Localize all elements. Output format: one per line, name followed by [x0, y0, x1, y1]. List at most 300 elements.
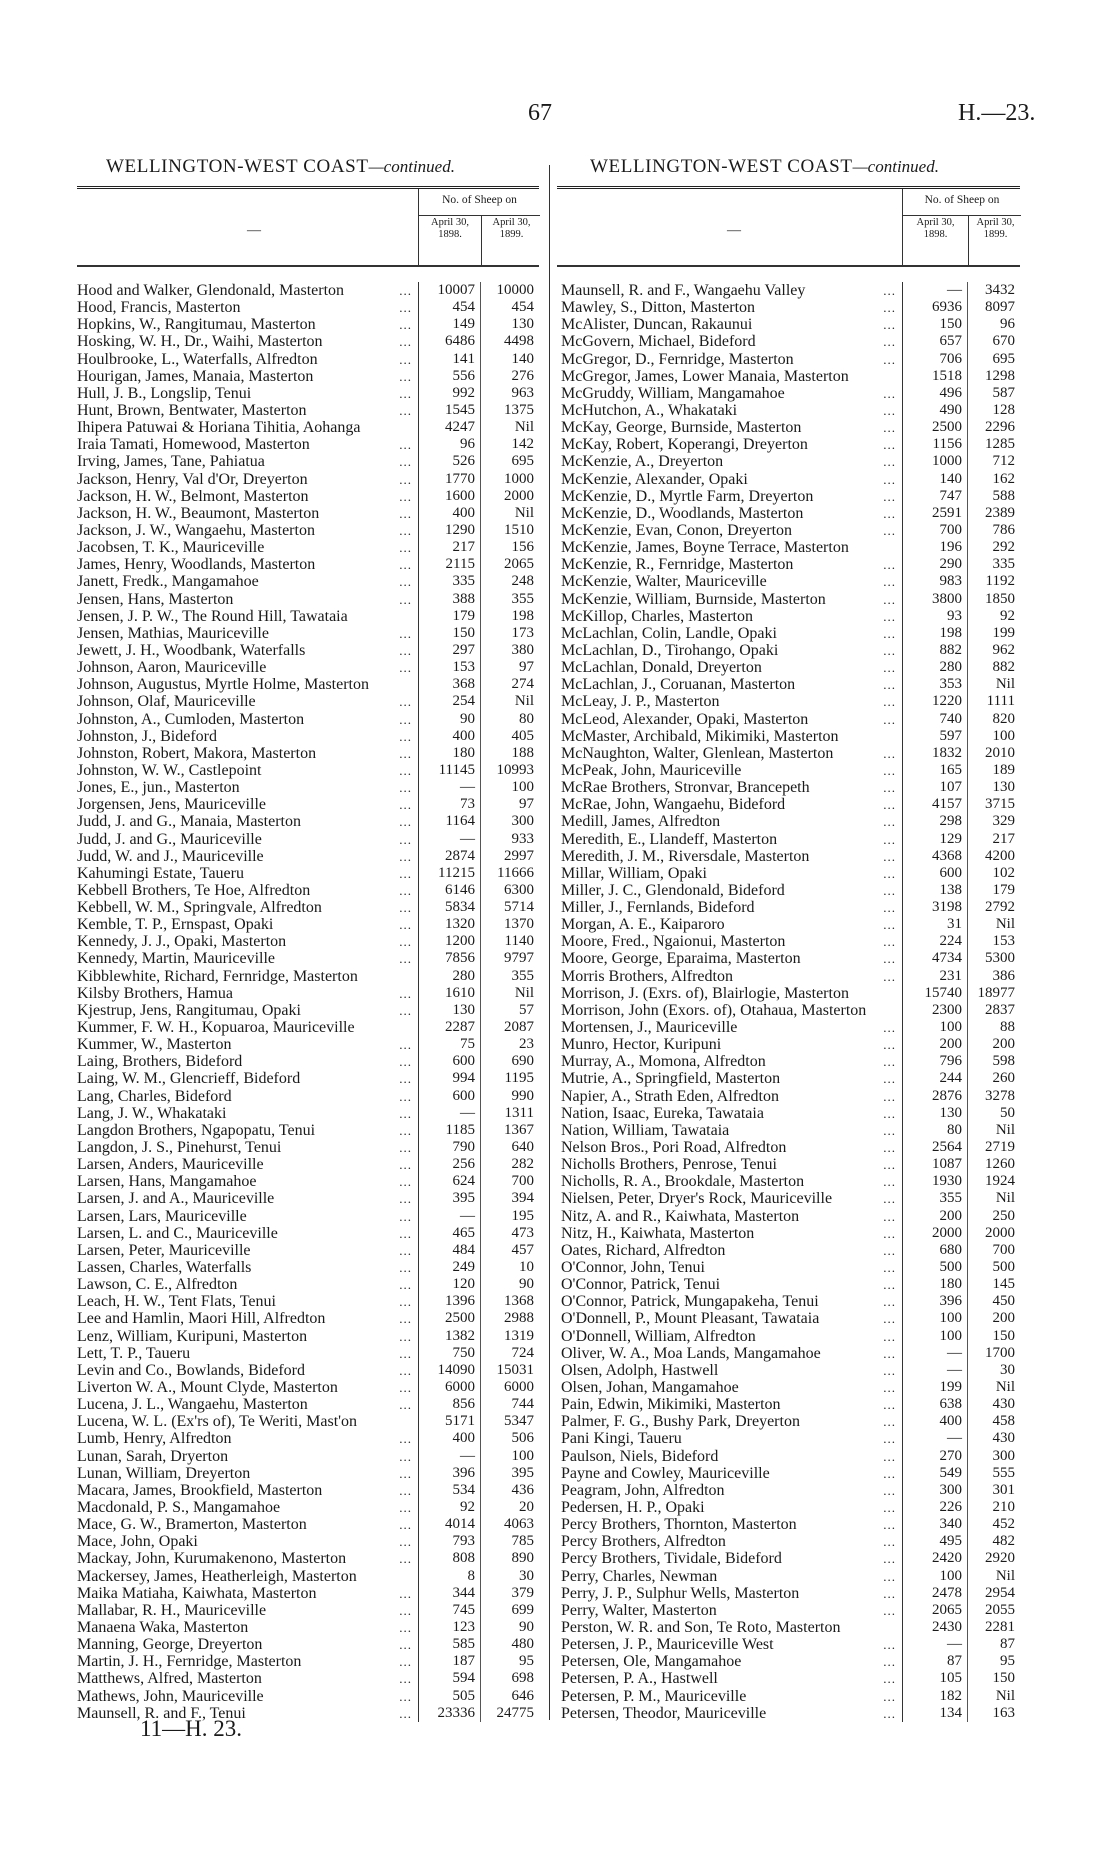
- owner-name: Johnston, Robert, Makora, Masterton: [77, 744, 317, 762]
- sheep-1898-cell: 6486: [418, 333, 480, 350]
- sheep-1898-cell: 150: [902, 316, 967, 333]
- sheep-count-group-header: [418, 189, 540, 265]
- sheep-1898-cell: 1610: [418, 985, 480, 1002]
- dot-leader: ...: [883, 642, 896, 658]
- table-row: [557, 1362, 1020, 1379]
- table-row: [77, 1585, 539, 1602]
- owner-name: Larsen, Hans, Mangamahoe: [77, 1173, 257, 1191]
- sheep-1898-cell: 199: [902, 1379, 967, 1396]
- owner-cell: [77, 1585, 418, 1602]
- dot-leader: ...: [883, 1688, 896, 1704]
- sheep-1898-cell: 180: [418, 745, 480, 762]
- table-row: [77, 316, 539, 333]
- dot-leader: ...: [883, 1208, 896, 1224]
- dot-leader: ...: [399, 900, 412, 916]
- owner-cell: [77, 333, 418, 350]
- sheep-1898-cell: 2287: [418, 1019, 480, 1036]
- sheep-1898-cell: 495: [902, 1533, 967, 1550]
- sheep-1899-cell: 260: [967, 1070, 1020, 1087]
- sheep-1899-cell: 4200: [967, 848, 1020, 865]
- owner-cell: [557, 1105, 902, 1122]
- sheep-1898-cell: 396: [418, 1465, 480, 1482]
- sheep-1898-cell: 10007: [418, 282, 480, 299]
- dot-leader: ...: [883, 283, 896, 298]
- sheep-1898-cell: 107: [902, 779, 967, 796]
- table-row: [77, 1122, 539, 1139]
- dot-leader: ...: [883, 917, 896, 933]
- dot-leader: ...: [399, 1140, 412, 1156]
- dot-leader: ...: [883, 882, 896, 898]
- sheep-1899-cell: 128: [967, 402, 1020, 419]
- sheep-1898-cell: 149: [418, 316, 480, 333]
- owner-cell: [77, 1430, 418, 1447]
- sheep-1898-cell: 549: [902, 1465, 967, 1482]
- table-row: [557, 539, 1020, 556]
- sheep-1898-cell: 340: [902, 1516, 967, 1533]
- sheep-1898-cell: 2500: [418, 1310, 480, 1327]
- owner-cell: [77, 1276, 418, 1293]
- owner-name: Miller, J., Fernlands, Bideford: [561, 899, 755, 917]
- owner-name: McLachlan, Colin, Landle, Opaki: [561, 624, 777, 642]
- sheep-1898-cell: 1156: [902, 436, 967, 453]
- table-row: [557, 1430, 1020, 1447]
- owner-name: Nitz, A. and R., Kaiwhata, Masterton: [561, 1207, 800, 1225]
- sheep-1898-cell: 256: [418, 1156, 480, 1173]
- table-row: [557, 522, 1020, 539]
- owner-cell: [557, 1070, 902, 1087]
- sheep-1898-cell: 75: [418, 1036, 480, 1053]
- owner-cell: [557, 676, 902, 693]
- table-row: [77, 899, 539, 916]
- table-row: [557, 865, 1020, 882]
- owner-name: Olsen, Johan, Mangamahoe: [561, 1379, 739, 1396]
- table-row: [77, 762, 539, 779]
- table-row: [77, 471, 539, 488]
- sheep-1898-cell: 344: [418, 1585, 480, 1602]
- sheep-1899-cell: 162: [967, 471, 1020, 488]
- sheep-1898-cell: 3800: [902, 591, 967, 608]
- sheep-1899-cell: 1368: [480, 1293, 539, 1310]
- sheep-1899-cell: 87: [967, 1636, 1020, 1653]
- owner-name: Mallabar, R. H., Mauriceville: [77, 1601, 267, 1619]
- sheep-1899-cell: 699: [480, 1602, 539, 1619]
- owner-name: Jackson, H. W., Beaumont, Masterton: [77, 504, 320, 522]
- table-row: [77, 1259, 539, 1276]
- sheep-1898-cell: 556: [418, 368, 480, 385]
- table-row: [77, 1242, 539, 1259]
- dot-leader: ...: [399, 402, 412, 418]
- table-row: [557, 1088, 1020, 1105]
- dot-leader: ...: [399, 1208, 412, 1224]
- owner-cell: [77, 419, 418, 436]
- owner-cell: [77, 316, 418, 333]
- sheep-1899-cell: 5714: [480, 899, 539, 916]
- owner-cell: [557, 1465, 902, 1482]
- table-row: [77, 985, 539, 1002]
- dot-leader: ...: [399, 1277, 412, 1293]
- dot-leader: ...: [883, 831, 896, 847]
- table-row: [557, 1293, 1020, 1310]
- sheep-1899-cell: 2087: [480, 1019, 539, 1036]
- dot-leader: ...: [883, 1585, 896, 1601]
- owner-cell: [557, 1276, 902, 1293]
- sheep-1898-cell: 123: [418, 1619, 480, 1636]
- table-row: [557, 1173, 1020, 1190]
- sheep-1898-cell: 120: [418, 1276, 480, 1293]
- table-row: [77, 1345, 539, 1362]
- table-row: [557, 1328, 1020, 1345]
- dot-leader: ...: [883, 1637, 896, 1653]
- sheep-1899-cell: 379: [480, 1585, 539, 1602]
- table-row: [77, 1362, 539, 1379]
- owner-cell: [77, 1636, 418, 1653]
- header-line: April 30,: [492, 217, 531, 228]
- sheep-1898-cell: 1000: [902, 453, 967, 470]
- owner-name: O'Connor, John, Tenui: [561, 1259, 705, 1277]
- sheep-1898-cell: 90: [418, 711, 480, 728]
- sheep-1898-cell: 1200: [418, 933, 480, 950]
- sheep-1899-cell: 933: [480, 831, 539, 848]
- sheep-1898-cell: 198: [902, 625, 967, 642]
- table-row: [77, 488, 539, 505]
- owner-cell: [557, 779, 902, 796]
- sheep-1899-cell: 1367: [480, 1122, 539, 1139]
- dot-leader: ...: [883, 711, 896, 727]
- sheep-1898-cell: 1320: [418, 916, 480, 933]
- sheep-1899-cell: 9797: [480, 950, 539, 967]
- table-row: [557, 1465, 1020, 1482]
- dot-leader: ...: [399, 1037, 412, 1053]
- dot-leader: ...: [399, 985, 412, 1001]
- dot-leader: ...: [883, 900, 896, 916]
- owner-cell: [557, 1310, 902, 1327]
- table-header: [557, 186, 1020, 267]
- owner-name: Johnston, W. W., Castlepoint: [77, 761, 262, 779]
- owner-name: Judd, J. and G., Mauriceville: [77, 830, 262, 848]
- sheep-1899-cell: 2000: [480, 488, 539, 505]
- sheep-1899-cell: 640: [480, 1139, 539, 1156]
- owner-cell: [557, 1036, 902, 1053]
- table-row: [77, 1328, 539, 1345]
- dot-leader: ...: [883, 1088, 896, 1104]
- owner-name: Munro, Hector, Kuripuni: [561, 1036, 722, 1054]
- owner-cell: [557, 1173, 902, 1190]
- dot-leader: ...: [883, 780, 896, 796]
- owner-cell: [77, 728, 418, 745]
- table-row: [77, 693, 539, 710]
- owner-name: Millar, William, Opaki: [561, 864, 707, 882]
- owner-cell: [557, 745, 902, 762]
- owner-name: Kebbell, W. M., Springvale, Alfredton: [77, 899, 322, 917]
- dot-leader: ...: [399, 522, 412, 538]
- table-row: [77, 573, 539, 590]
- owner-name: Petersen, P. M., Mauriceville: [561, 1687, 747, 1705]
- sheep-1899-cell: 452: [967, 1516, 1020, 1533]
- owner-name: McKillop, Charles, Masterton: [561, 607, 753, 625]
- table-row: [557, 436, 1020, 453]
- owner-cell: [77, 1156, 418, 1173]
- dot-leader: ...: [883, 1534, 896, 1550]
- sheep-1899-cell: 1111: [967, 693, 1020, 710]
- owner-name: Laing, W. M., Glencrieff, Bideford: [77, 1070, 301, 1088]
- dot-leader: ...: [399, 1191, 412, 1207]
- dot-leader: ...: [883, 505, 896, 521]
- table-row: [77, 368, 539, 385]
- group-label: No. of Sheep on: [419, 194, 540, 216]
- owner-cell: [557, 471, 902, 488]
- sheep-1899-cell: 458: [967, 1413, 1020, 1430]
- table-row: [77, 1533, 539, 1550]
- header-line: 1899.: [983, 229, 1008, 240]
- owner-name: McLeay, J. P., Masterton: [561, 693, 720, 711]
- owner-cell: [77, 1465, 418, 1482]
- sheep-1899-cell: 4498: [480, 333, 539, 350]
- owner-name: Hood and Walker, Glendonald, Masterton: [77, 282, 345, 299]
- owner-cell: [77, 1019, 418, 1036]
- table-row: [557, 933, 1020, 950]
- owner-name: Johnson, Aaron, Mauriceville: [77, 659, 267, 677]
- table-row: [77, 745, 539, 762]
- owner-name: Liverton W. A., Mount Clyde, Masterton: [77, 1379, 338, 1396]
- table-row: [557, 1190, 1020, 1207]
- sheep-1899-cell: Nil: [967, 1190, 1020, 1207]
- dot-leader: ...: [399, 1242, 412, 1258]
- footer-signature: 11—H. 23.: [140, 1716, 243, 1741]
- sheep-1899-cell: 712: [967, 453, 1020, 470]
- dot-leader: ...: [883, 1277, 896, 1293]
- owner-cell: [557, 1533, 902, 1550]
- table-row: [557, 505, 1020, 522]
- sheep-1899-cell: 724: [480, 1345, 539, 1362]
- document-reference: H.—23.: [958, 100, 1036, 126]
- sheep-1898-cell: 2876: [902, 1088, 967, 1105]
- sheep-1898-cell: 793: [418, 1533, 480, 1550]
- sheep-1898-cell: 87: [902, 1653, 967, 1670]
- dot-leader: ...: [399, 557, 412, 573]
- sheep-1898-cell: 196: [902, 539, 967, 556]
- owner-name: Moore, Fred., Ngaionui, Masterton: [561, 933, 786, 951]
- sheep-1899-cell: 5300: [967, 950, 1020, 967]
- owner-cell: [557, 985, 902, 1002]
- owner-cell: [557, 933, 902, 950]
- owner-cell: [557, 1208, 902, 1225]
- owner-cell: [557, 693, 902, 710]
- sheep-1898-cell: 355: [902, 1190, 967, 1207]
- dot-leader: ...: [883, 1568, 896, 1584]
- title-text: WELLINGTON-WEST COAST: [106, 156, 369, 177]
- owner-cell: [77, 848, 418, 865]
- owner-cell: [77, 985, 418, 1002]
- sheep-1898-cell: —: [418, 779, 480, 796]
- sheep-1899-cell: 1319: [480, 1328, 539, 1345]
- table-row: [77, 351, 539, 368]
- title-text: WELLINGTON-WEST COAST: [590, 156, 853, 177]
- table-row: [77, 1190, 539, 1207]
- sheep-1898-cell: 353: [902, 676, 967, 693]
- sheep-1898-cell: 2564: [902, 1139, 967, 1156]
- sheep-1898-cell: 400: [902, 1413, 967, 1430]
- sheep-1899-cell: 3432: [967, 282, 1020, 299]
- sheep-1898-cell: 11215: [418, 865, 480, 882]
- sheep-1899-cell: 430: [967, 1396, 1020, 1413]
- table-row: [557, 1602, 1020, 1619]
- owner-name: Lenz, William, Kuripuni, Masterton: [77, 1327, 308, 1345]
- owner-cell: [77, 505, 418, 522]
- table-row: [77, 1568, 539, 1585]
- sheep-1899-cell: 150: [967, 1328, 1020, 1345]
- owner-name: Meredith, J. M., Riversdale, Masterton: [561, 847, 810, 865]
- owner-name: McMaster, Archibald, Mikimiki, Masterton: [561, 727, 839, 745]
- table-row: [557, 1259, 1020, 1276]
- dot-leader: ...: [883, 334, 896, 350]
- owner-cell: [557, 1328, 902, 1345]
- sheep-1898-cell: 249: [418, 1259, 480, 1276]
- table-row: [557, 488, 1020, 505]
- owner-name: McKenzie, D., Woodlands, Masterton: [561, 504, 804, 522]
- owner-cell: [557, 848, 902, 865]
- owner-name: Lee and Hamlin, Maori Hill, Alfredton: [77, 1310, 326, 1328]
- owner-name: McKenzie, Evan, Conon, Dreyerton: [561, 521, 793, 539]
- owner-name: McGregor, James, Lower Manaia, Masterton: [561, 367, 849, 385]
- dot-leader: ...: [399, 917, 412, 933]
- col-1898-header: [903, 217, 968, 241]
- owner-cell: [77, 1002, 418, 1019]
- sheep-1899-cell: 690: [480, 1053, 539, 1070]
- sheep-1899-cell: 555: [967, 1465, 1020, 1482]
- dot-leader: ...: [399, 1534, 412, 1550]
- dot-leader: ...: [399, 797, 412, 813]
- sheep-1898-cell: 300: [902, 1482, 967, 1499]
- sheep-1899-cell: 188: [480, 745, 539, 762]
- owner-name: Oliver, W. A., Moa Lands, Mangamahoe: [561, 1344, 821, 1362]
- table-row: [557, 762, 1020, 779]
- sheep-1899-cell: 142: [480, 436, 539, 453]
- sheep-1899-cell: 395: [480, 1465, 539, 1482]
- header-line: 1899.: [499, 229, 524, 240]
- dot-leader: ...: [399, 1619, 412, 1635]
- owner-cell: [77, 471, 418, 488]
- owner-cell: [557, 1568, 902, 1585]
- table-row: [557, 1379, 1020, 1396]
- sheep-1898-cell: 100: [902, 1568, 967, 1585]
- sheep-1898-cell: 526: [418, 453, 480, 470]
- table-row: [557, 333, 1020, 350]
- table-row: [77, 1448, 539, 1465]
- table-row: [557, 1533, 1020, 1550]
- sheep-1899-cell: 482: [967, 1533, 1020, 1550]
- sheep-1899-cell: 457: [480, 1242, 539, 1259]
- owner-name: Nation, Isaac, Eureka, Tawataia: [561, 1104, 764, 1122]
- sheep-1899-cell: 88: [967, 1019, 1020, 1036]
- owner-cell: [557, 711, 902, 728]
- col-1899-header: [481, 215, 541, 265]
- dot-leader: ...: [399, 1448, 412, 1464]
- owner-cell: [77, 1259, 418, 1276]
- sheep-1898-cell: 594: [418, 1670, 480, 1687]
- table-row: [77, 796, 539, 813]
- sheep-1898-cell: 335: [418, 573, 480, 590]
- owner-name: Kebbell Brothers, Te Hoe, Alfredton: [77, 881, 311, 899]
- dot-leader: ...: [399, 745, 412, 761]
- table-row: [77, 831, 539, 848]
- sheep-1899-cell: 163: [967, 1705, 1020, 1722]
- owner-name: Kemble, T. P., Ernspast, Opaki: [77, 916, 274, 934]
- owner-cell: [557, 762, 902, 779]
- owner-cell: [557, 573, 902, 590]
- sheep-1899-cell: 962: [967, 642, 1020, 659]
- sheep-1899-cell: 500: [967, 1259, 1020, 1276]
- table-row: [557, 1208, 1020, 1225]
- sheep-1898-cell: 796: [902, 1053, 967, 1070]
- table-row: [557, 1705, 1020, 1722]
- sheep-1898-cell: 400: [418, 1430, 480, 1447]
- owner-cell: [557, 368, 902, 385]
- owner-name: Johnston, J., Bideford: [77, 727, 217, 745]
- owner-cell: [77, 351, 418, 368]
- owner-name: Mortensen, J., Mauriceville: [561, 1019, 738, 1037]
- sheep-1898-cell: 270: [902, 1448, 967, 1465]
- owner-name: Nielsen, Peter, Dryer's Rock, Mauriceville: [561, 1190, 833, 1208]
- owner-cell: [77, 1242, 418, 1259]
- header-line: April 30,: [976, 217, 1015, 228]
- sheep-1898-cell: 1220: [902, 693, 967, 710]
- owner-name: Mutrie, A., Springfield, Masterton: [561, 1070, 781, 1088]
- sheep-1898-cell: 680: [902, 1242, 967, 1259]
- owner-cell: [557, 1550, 902, 1567]
- dot-leader: ...: [883, 677, 896, 693]
- sheep-1899-cell: 695: [967, 351, 1020, 368]
- table-row: [557, 453, 1020, 470]
- owner-cell: [557, 299, 902, 316]
- dot-leader: ...: [883, 848, 896, 864]
- sheep-1899-cell: 700: [480, 1173, 539, 1190]
- owner-cell: [77, 573, 418, 590]
- sheep-1899-cell: 276: [480, 368, 539, 385]
- owner-cell: [77, 625, 418, 642]
- dot-leader: ...: [399, 780, 412, 796]
- owner-cell: [77, 1070, 418, 1087]
- owner-name: Palmer, F. G., Bushy Park, Dreyerton: [561, 1413, 800, 1431]
- owner-name: Mackersey, James, Heatherleigh, Masterton: [77, 1567, 357, 1585]
- title-suffix: —continued.: [852, 157, 939, 176]
- sheep-1898-cell: 2300: [902, 1002, 967, 1019]
- owner-cell: [557, 505, 902, 522]
- owner-cell: [557, 1653, 902, 1670]
- table-row: [77, 711, 539, 728]
- sheep-1899-cell: 179: [967, 882, 1020, 899]
- owner-cell: [557, 1019, 902, 1036]
- sheep-1899-cell: Nil: [480, 419, 539, 436]
- sheep-1898-cell: 96: [418, 436, 480, 453]
- sheep-1899-cell: 300: [967, 1448, 1020, 1465]
- sheep-1899-cell: 153: [967, 933, 1020, 950]
- table-row: [77, 1550, 539, 1567]
- dot-leader: ...: [399, 814, 412, 830]
- table-row: [77, 813, 539, 830]
- sheep-1899-cell: 820: [967, 711, 1020, 728]
- table-row: [77, 299, 539, 316]
- owner-name: McGregor, D., Fernridge, Masterton: [561, 350, 794, 368]
- table-row: [557, 385, 1020, 402]
- dot-leader: ...: [883, 1517, 896, 1533]
- table-row: [77, 1653, 539, 1670]
- sheep-1899-cell: 11666: [480, 865, 539, 882]
- sheep-1898-cell: 2430: [902, 1619, 967, 1636]
- sheep-1899-cell: 2281: [967, 1619, 1020, 1636]
- table-row: [557, 985, 1020, 1002]
- owner-name: Olsen, Adolph, Hastwell: [561, 1361, 719, 1379]
- owner-cell: [77, 745, 418, 762]
